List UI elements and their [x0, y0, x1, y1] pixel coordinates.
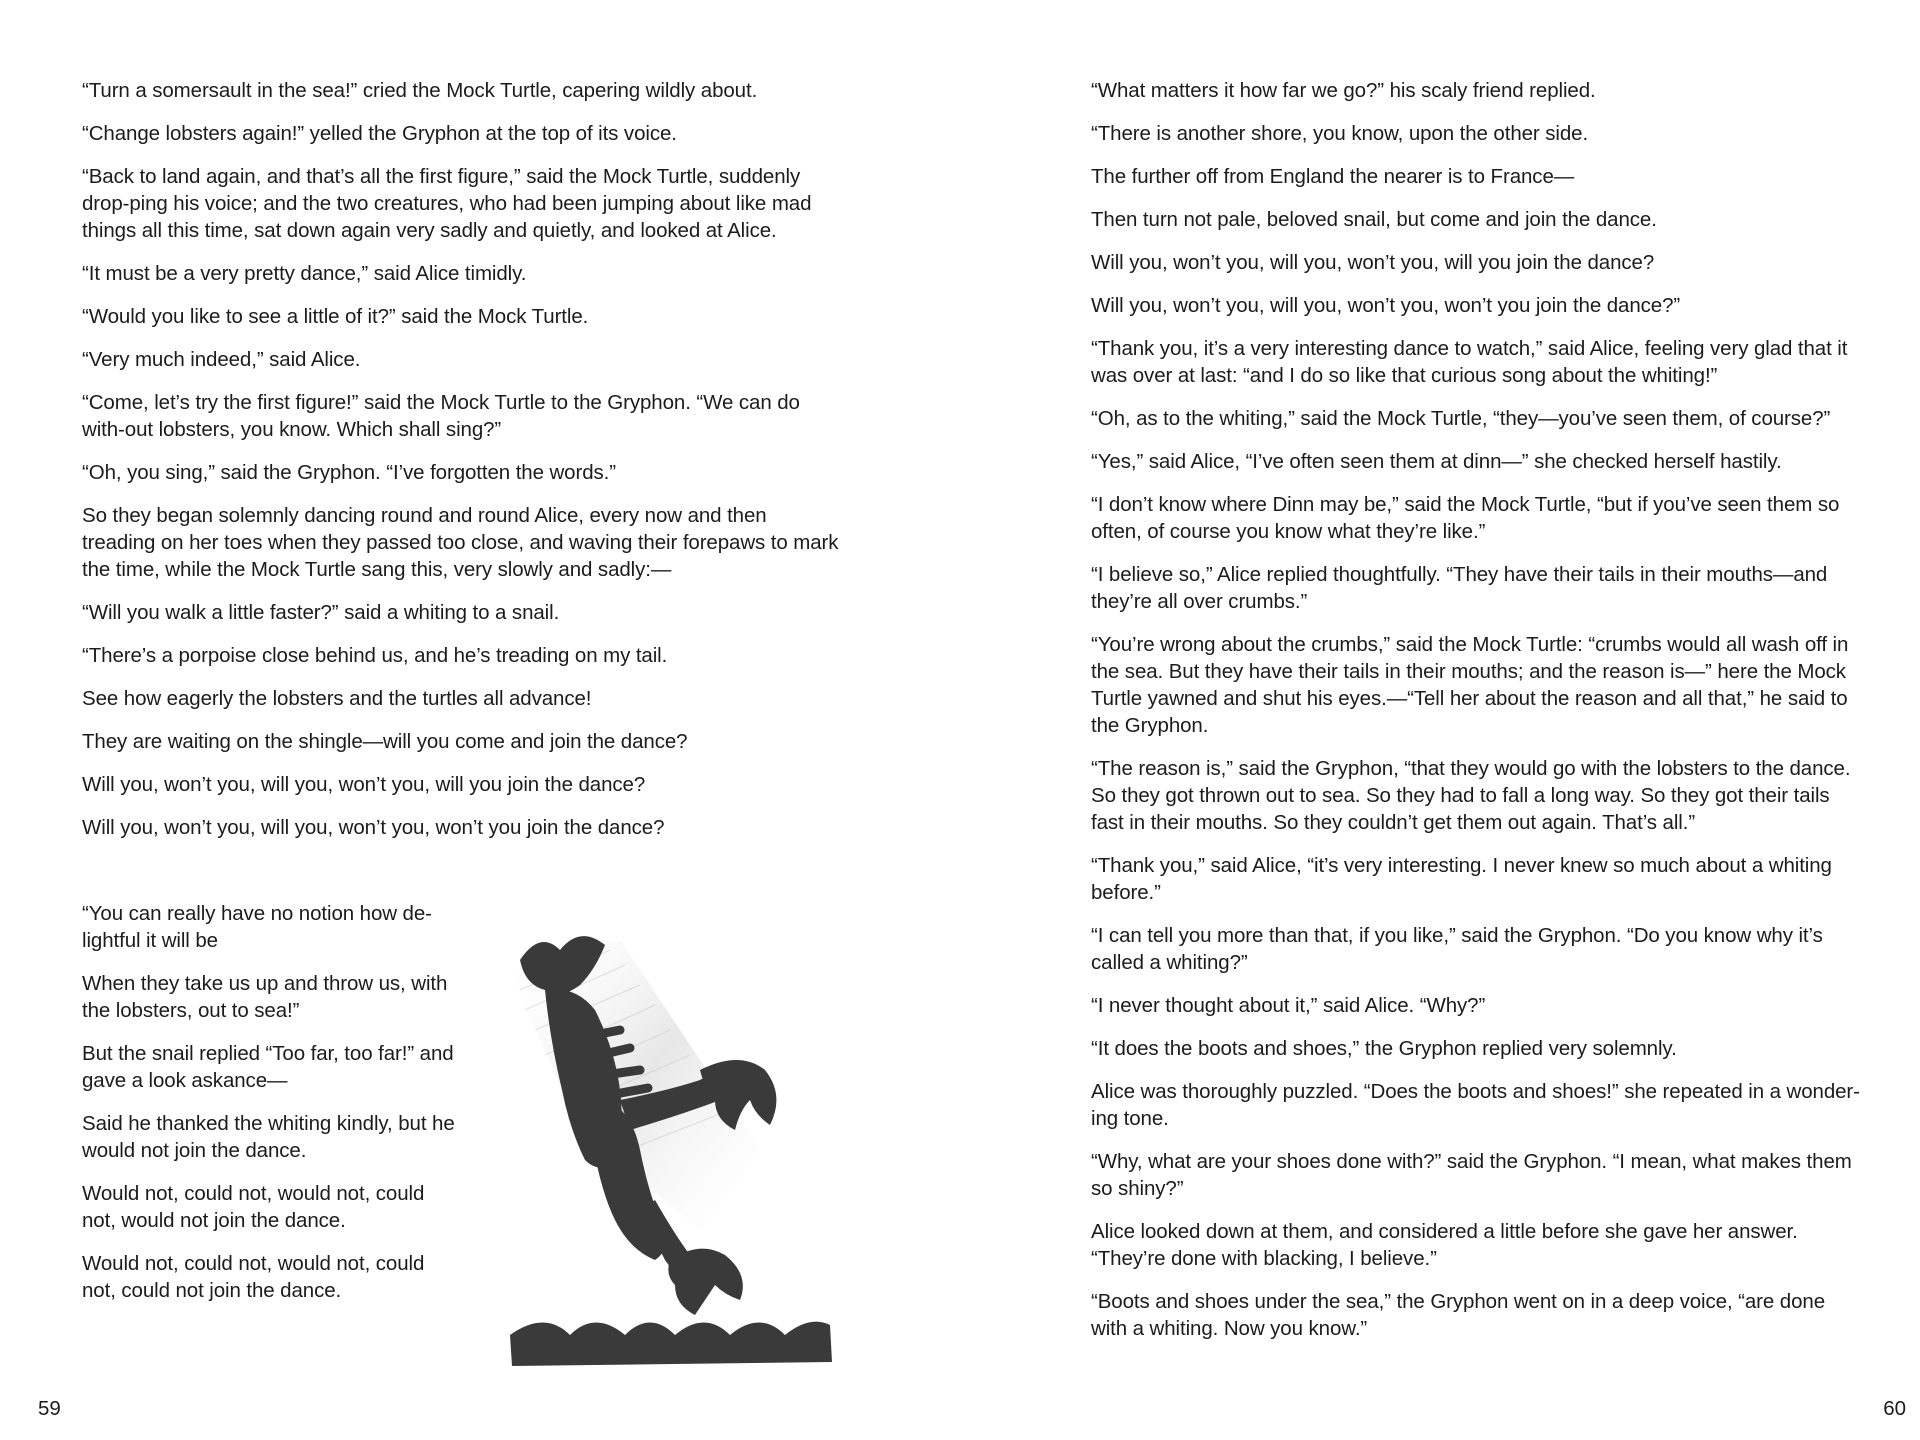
verse-line: The further off from England the nearer is to France—: [1091, 165, 1575, 188]
verse-line: They are waiting on the shingle—will you come and join the dance?: [82, 730, 688, 753]
paragraph: So they began solemnly dancing round and round Alice, every now and then treading on her toes when they passed too close, and waving their forepaws to mark the time, while the Mock Turtle sang this, very slowly and sadly:—: [82, 504, 839, 581]
paragraph: “Very much indeed,” said Alice.: [82, 348, 361, 371]
verse-line: Then turn not pale, beloved snail, but come and join the dance.: [1091, 208, 1657, 231]
paragraph: “I believe so,” Alice replied thoughtfully. “They have their tails in their mouths—and they’re all over crumbs.”: [1091, 563, 1828, 613]
paragraph: “The reason is,” said the Gryphon, “that they would go with the lobsters to the dance. So they got thrown out to sea. So they had to fall a long way. So they got their tails fast in their mouths. So they couldn’t get them out again. That’s all.”: [1091, 757, 1851, 834]
right-text-column: [1091, 77, 1861, 1358]
paragraph: “Change lobsters again!” yelled the Gryphon at the top of its voice.: [82, 122, 677, 145]
left-narrow-text-column: [82, 900, 462, 1320]
verse-line: Will you, won’t you, will you, won’t you, won’t you join the dance?: [82, 816, 665, 839]
paragraph: “I never thought about it,” said Alice. “Why?”: [1091, 994, 1486, 1017]
paragraph: “You’re wrong about the crumbs,” said the Mock Turtle: “crumbs would all wash off in the sea. But they have their tails in their mouths; and the reason is—” here the Mock Turtle yawned and shut his eyes.—“Tell her about the reason and all that,” he said to the Gryphon.: [1091, 633, 1849, 737]
paragraph: “It must be a very pretty dance,” said Alice timidly.: [82, 262, 527, 285]
verse-line: Will you, won’t you, will you, won’t you, won’t you join the dance?”: [1091, 294, 1681, 317]
page-number: 60: [1883, 1397, 1906, 1420]
lobster-illustration: [500, 930, 860, 1380]
paragraph: “Turn a somersault in the sea!” cried the Mock Turtle, capering wildly about.: [82, 79, 758, 102]
paragraph: “Thank you,” said Alice, “it’s very interesting. I never knew so much about a whiting before.”: [1091, 854, 1832, 904]
verse-line: When they take us up and throw us, with the lobsters, out to sea!”: [82, 972, 448, 1022]
verse-line: But the snail replied “Too far, too far!” and gave a look askance—: [82, 1042, 454, 1092]
paragraph: “It does the boots and shoes,” the Gryphon replied very solemnly.: [1091, 1037, 1677, 1060]
paragraph: “Back to land again, and that’s all the first figure,” said the Mock Turtle, suddenly drop-ping his voice; and the two creatures, who had been jumping about like mad things all this time, sat down again very sadly and quietly, and looked at Alice.: [82, 165, 812, 242]
waves: [510, 1322, 832, 1366]
verse-line: “Will you walk a little faster?” said a whiting to a snail.: [82, 601, 560, 624]
paragraph: “Boots and shoes under the sea,” the Gryphon went on in a deep voice, “are done with a whiting. Now you know.”: [1091, 1290, 1825, 1340]
page-number: 59: [38, 1397, 61, 1420]
paragraph: “Thank you, it’s a very interesting dance to watch,” said Alice, feeling very glad that it was over at last: “and I do so like that curious song about the whiting!”: [1091, 337, 1848, 387]
verse-line: Would not, could not, would not, could not, would not join the dance.: [82, 1182, 425, 1232]
verse-line: “There’s a porpoise close behind us, and he’s treading on my tail.: [82, 644, 668, 667]
paragraph: “Would you like to see a little of it?” said the Mock Turtle.: [82, 305, 589, 328]
verse-line: “You can really have no notion how de-lightful it will be: [82, 902, 432, 952]
verse-line: Said he thanked the whiting kindly, but he would not join the dance.: [82, 1112, 455, 1162]
verse-line: See how eagerly the lobsters and the turtles all advance!: [82, 687, 592, 710]
verse-line: Would not, could not, would not, could not, could not join the dance.: [82, 1252, 425, 1302]
verse-line: “There is another shore, you know, upon the other side.: [1091, 122, 1589, 145]
paragraph: Alice was thoroughly puzzled. “Does the boots and shoes!” she repeated in a wonder-ing tone.: [1091, 1080, 1860, 1130]
verse-line: Will you, won’t you, will you, won’t you, will you join the dance?: [82, 773, 646, 796]
left-text-column: [82, 77, 842, 857]
paragraph: Alice looked down at them, and considered a little before she gave her answer. “They’re done with blacking, I believe.”: [1091, 1220, 1798, 1270]
paragraph: “Why, what are your shoes done with?” said the Gryphon. “I mean, what makes them so shiny?”: [1091, 1150, 1852, 1200]
verse-line: Will you, won’t you, will you, won’t you, will you join the dance?: [1091, 251, 1655, 274]
verse-line: “What matters it how far we go?” his scaly friend replied.: [1091, 79, 1596, 102]
paragraph: “Come, let’s try the first figure!” said the Mock Turtle to the Gryphon. “We can do with-out lobsters, you know. Which shall sing?”: [82, 391, 800, 441]
paragraph: “I don’t know where Dinn may be,” said the Mock Turtle, “but if you’ve seen them so often, of course you know what they’re like.”: [1091, 493, 1840, 543]
lobster-drawing: [500, 930, 860, 1380]
paragraph: “I can tell you more than that, if you like,” said the Gryphon. “Do you know why it’s called a whiting?”: [1091, 924, 1823, 974]
paragraph: “Oh, you sing,” said the Gryphon. “I’ve forgotten the words.”: [82, 461, 616, 484]
paragraph: “Yes,” said Alice, “I’ve often seen them at dinn—” she checked herself hastily.: [1091, 450, 1782, 473]
paragraph: “Oh, as to the whiting,” said the Mock Turtle, “they—you’ve seen them, of course?”: [1091, 407, 1831, 430]
page-60: [960, 0, 1920, 1440]
